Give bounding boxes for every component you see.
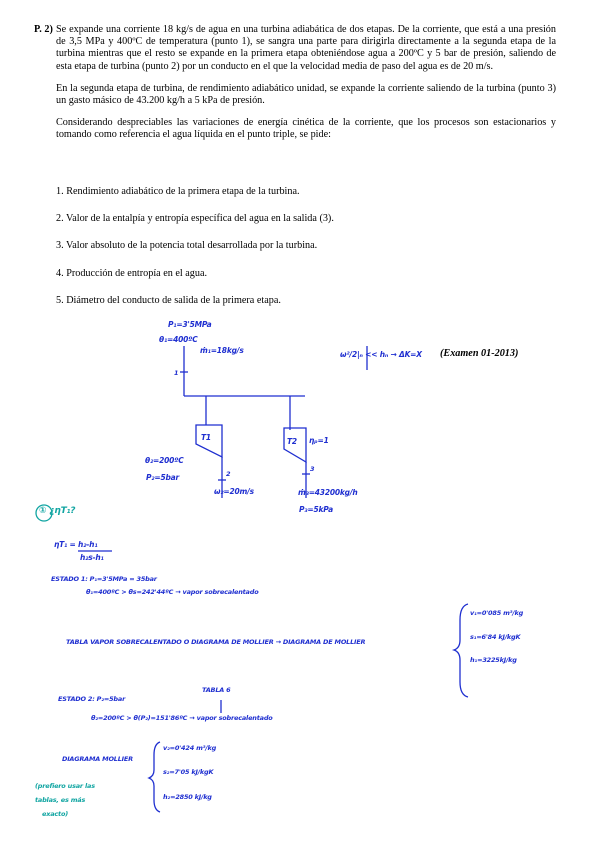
hw-p3: P₃=5kPa — [299, 505, 333, 514]
paragraph-3: Considerando despreciables las variaciones de energía cinética de la corriente, que los procesos son estacionarios y tomando como referencia el agua líquida en el punto triple, se pide: — [56, 117, 556, 141]
hw-h2: h₂=2850 kJ/kg — [163, 793, 212, 801]
hw-question-1: ① ¿ηT₁? — [39, 506, 76, 516]
hw-turbine-2: T2 — [287, 437, 297, 446]
hw-state2-b: θ₂=200ºC > θ(P₂)=151'86ºC → vapor sobrecalentado — [91, 714, 273, 722]
hw-s2: s₂=7'05 kJ/kgK — [163, 768, 214, 776]
hw-state1-a: ESTADO 1: P₁=3'5MPa = 35bar — [51, 575, 157, 583]
paragraph-2: En la segunda etapa de turbina, de rendimiento adiabático unidad, se expande la corriente saliendo de la turbina (punto 3) un gasto másico de 43.200 kg/h a 5 kPa de presión. — [56, 82, 556, 107]
hw-prefer-line-3: exacto) — [42, 810, 68, 818]
brace-state1 — [454, 604, 468, 697]
question-2: 2. Valor de la entalpía y entropía específica del agua en la salida (3). — [56, 213, 334, 224]
hw-v1: v₁=0'085 m³/kg — [470, 609, 524, 617]
question-5: 5. Diámetro del conducto de salida de la primera etapa. — [56, 295, 281, 306]
hw-t2: θ₂=200ºC — [145, 456, 184, 465]
hw-pt1: 1 — [174, 369, 179, 377]
hw-table6: TABLA 6 — [202, 686, 231, 694]
hw-prefer-line-2: tablas, es más — [35, 796, 86, 804]
hw-p1: P₁=3'5MPa — [168, 320, 212, 329]
hw-eta-num: ηT₁ = h₂-h₁ — [54, 540, 98, 549]
brace-state2 — [149, 742, 160, 812]
hw-w2: ω₂=20m/s — [214, 487, 254, 496]
hw-h1: h₁=3225kJ/kg — [470, 656, 517, 664]
hw-s1: s₁=6'84 kJ/kgK — [470, 633, 521, 641]
hw-t1: θ₁=400ºC — [159, 335, 198, 344]
question-4: 4. Producción de entropía en el agua. — [56, 268, 208, 279]
paragraph-1: Se expande una corriente 18 kg/s de agua en una turbina adiabática de dos etapas. De la corriente, que está a una presión de 3,5 MPa y 400ºC de temperatura (punto 1), se sangra una parte para dirigirla directamente a la segunda etapa de la turbina mientras que el resto se expande en la primera etapa obteniéndose agua a 200ºC y 5 bar de presión, saliendo de esta etapa de turbina (punto 2) por un conducto en el que la velocidad media de paso del agua es de 20 m/s. — [56, 24, 556, 72]
hw-pt2: 2 — [226, 470, 231, 478]
hw-table-note: TABLA VAPOR SOBRECALENTADO O DIAGRAMA DE MOLLIER → DIAGRAMA DE MOLLIER — [66, 638, 366, 646]
hw-state2-a: ESTADO 2: P₂=5bar — [58, 695, 126, 703]
hw-ke-note: ω²/2|ₙ << hₙ → ΔK=X — [340, 350, 422, 359]
exam-reference: (Examen 01-2013) — [440, 348, 519, 359]
hw-eta-den: h₂s-h₁ — [80, 553, 104, 562]
hw-p2: P₂=5bar — [146, 473, 180, 482]
hw-state1-b: θ₁=400ºC > θs=242'44ºC → vapor sobrecalentado — [86, 588, 259, 596]
problem-number: P. 2) — [34, 24, 53, 35]
hw-m1: ṁ₁=18kg/s — [200, 346, 244, 355]
question-3: 3. Valor absoluto de la potencia total desarrollada por la turbina. — [56, 240, 318, 251]
hw-mollier: DIAGRAMA MOLLIER — [62, 755, 133, 763]
hw-pt3: 3 — [310, 465, 315, 473]
hw-v2: v₂=0'424 m³/kg — [163, 744, 217, 752]
hw-prefer-line-1: (prefiero usar las — [35, 782, 95, 790]
hw-eta2: ηₚ=1 — [309, 436, 329, 445]
hw-m3: ṁ₃=43200kg/h — [298, 488, 358, 497]
hw-turbine-1: T1 — [201, 433, 211, 442]
question-1: 1. Rendimiento adiabático de la primera etapa de la turbina. — [56, 186, 300, 197]
